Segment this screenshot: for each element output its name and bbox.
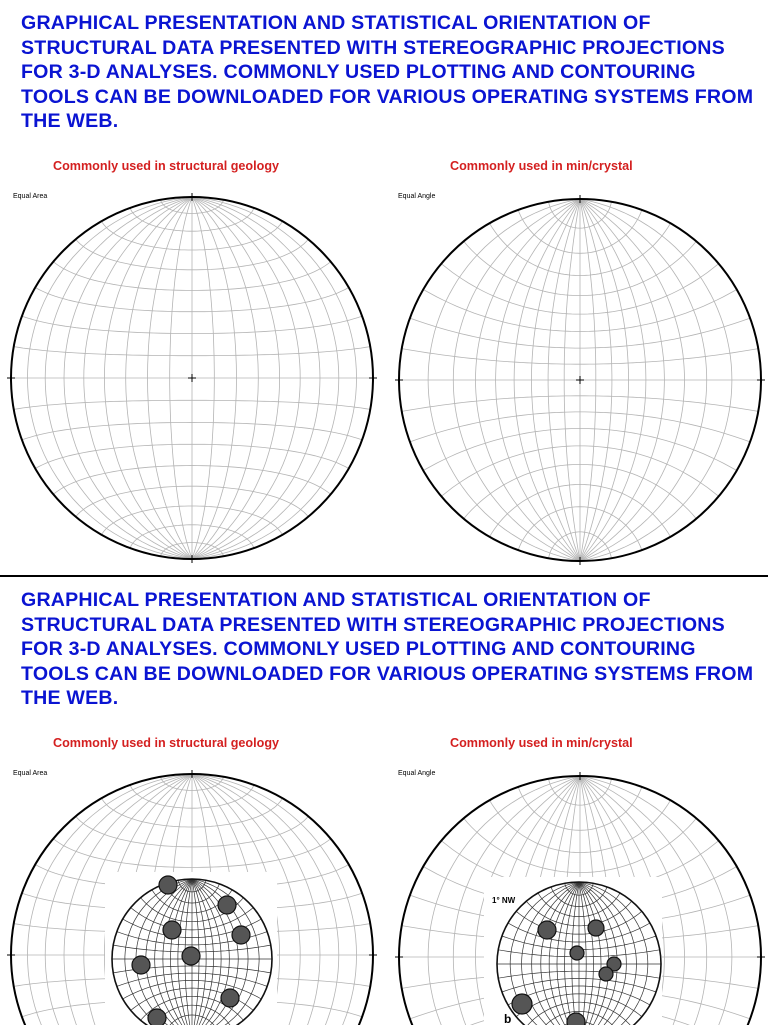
pole-point [218,896,236,914]
slide-2 [0,576,768,1025]
slide-title: GRAPHICAL PRESENTATION AND STATISTICAL ORIENTATION OF STRUCTURAL DATA PRESENTED WITH STEREOGRAPHIC PROJECTIONS FOR 3-D ANALYSES. COMMONLY USED PLOTTING AND CONTOURING TOOLS CAN BE DOWNLOADED FOR VARIOUS OPERATING SYSTEMS FROM THE WEB. [21,588,761,711]
pole-point [512,994,532,1014]
slide-title: GRAPHICAL PRESENTATION AND STATISTICAL ORIENTATION OF STRUCTURAL DATA PRESENTED WITH STEREOGRAPHIC PROJECTIONS FOR 3-D ANALYSES. COMMONLY USED PLOTTING AND CONTOURING TOOLS CAN BE DOWNLOADED FOR VARIOUS OPERATING SYSTEMS FROM THE WEB. [21,11,761,134]
pole-point [570,946,584,960]
pole-point [148,1009,166,1025]
equal-area-label: Equal Area [13,193,47,200]
caption-min-crystal: Commonly used in min/crystal [450,736,633,750]
pole-point [163,921,181,939]
equal-angle-net [386,190,768,570]
pole-point [538,921,556,939]
pole-point [599,967,613,981]
pole-point [132,956,150,974]
pole-point [182,947,200,965]
caption-structural-geology: Commonly used in structural geology [53,159,279,173]
caption-min-crystal: Commonly used in min/crystal [450,159,633,173]
pole-point [159,876,177,894]
equal-angle-label: Equal Angle [398,770,435,777]
pole-point [232,926,250,944]
pole-point [588,920,604,936]
equal-area-net [0,190,384,570]
caption-structural-geology: Commonly used in structural geology [53,736,279,750]
pole-plot-inset-left [105,872,277,1025]
inset-label-nw: 1° NW [492,896,516,905]
equal-area-label: Equal Area [13,770,47,777]
pole-point [567,1013,585,1025]
pole-point [221,989,239,1007]
pole-plot-inset-right [484,877,662,1025]
inset-label-b: b [504,1012,511,1025]
equal-angle-label: Equal Angle [398,193,435,200]
